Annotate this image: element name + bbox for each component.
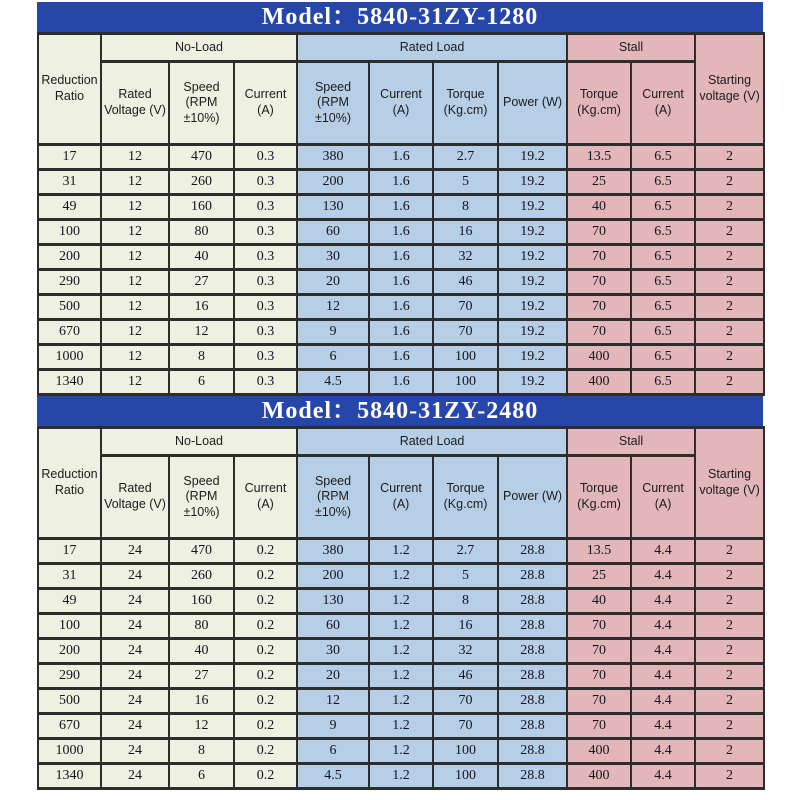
- cell: 27: [169, 270, 234, 295]
- cell: 1.2: [369, 714, 433, 739]
- header-stall-current: Current (A): [631, 456, 695, 539]
- header-reduction-ratio: Reduction Ratio: [38, 34, 101, 145]
- cell: 19.2: [498, 295, 567, 320]
- cell: 0.3: [234, 345, 297, 370]
- cell: 400: [567, 345, 631, 370]
- cell: 46: [433, 270, 498, 295]
- cell: 0.2: [234, 764, 297, 789]
- cell: 16: [169, 295, 234, 320]
- cell: 80: [169, 614, 234, 639]
- cell: 670: [38, 320, 101, 345]
- cell: 4.4: [631, 639, 695, 664]
- cell: 1.6: [369, 195, 433, 220]
- cell: 380: [297, 145, 369, 170]
- cell: 1.6: [369, 370, 433, 395]
- cell: 1340: [38, 370, 101, 395]
- table-row: [38, 664, 764, 689]
- header-noload-speed: Speed (RPM ±10%): [169, 456, 234, 539]
- cell: 0.2: [234, 664, 297, 689]
- cell: 30: [297, 639, 369, 664]
- header-rated-speed: Speed (RPM ±10%): [297, 62, 369, 145]
- table-row: [38, 195, 764, 220]
- cell: 70: [433, 295, 498, 320]
- group-header-stall: Stall: [567, 428, 695, 456]
- cell: 8: [433, 589, 498, 614]
- cell: 2: [695, 170, 764, 195]
- cell: 0.3: [234, 245, 297, 270]
- header-rated-torque: Torque (Kg.cm): [433, 62, 498, 145]
- cell: 24: [101, 739, 169, 764]
- table-row: [38, 245, 764, 270]
- cell: 28.8: [498, 589, 567, 614]
- cell: 0.3: [234, 170, 297, 195]
- cell: 8: [169, 345, 234, 370]
- cell: 290: [38, 664, 101, 689]
- cell: 12: [297, 295, 369, 320]
- cell: 1340: [38, 764, 101, 789]
- cell: 70: [567, 245, 631, 270]
- header-rated-current: Current (A): [369, 456, 433, 539]
- cell: 2: [695, 564, 764, 589]
- cell: 70: [567, 689, 631, 714]
- cell: 28.8: [498, 689, 567, 714]
- cell: 16: [433, 614, 498, 639]
- cell: 19.2: [498, 145, 567, 170]
- table-row: [38, 689, 764, 714]
- cell: 100: [433, 370, 498, 395]
- cell: 19.2: [498, 195, 567, 220]
- cell: 70: [567, 295, 631, 320]
- cell: 25: [567, 170, 631, 195]
- cell: 19.2: [498, 270, 567, 295]
- cell: 24: [101, 614, 169, 639]
- cell: 17: [38, 145, 101, 170]
- cell: 200: [297, 170, 369, 195]
- cell: 28.8: [498, 564, 567, 589]
- header-reduction-ratio: Reduction Ratio: [38, 428, 101, 539]
- header-starting-voltage: Starting voltage (V): [695, 428, 764, 539]
- model-title-bar: Model：5840-31ZY-2480: [37, 396, 763, 426]
- cell: 70: [433, 320, 498, 345]
- cell: 28.8: [498, 714, 567, 739]
- cell: 20: [297, 270, 369, 295]
- cell: 24: [101, 689, 169, 714]
- cell: 6.5: [631, 170, 695, 195]
- cell: 9: [297, 714, 369, 739]
- cell: 100: [38, 220, 101, 245]
- cell: 24: [101, 564, 169, 589]
- cell: 12: [297, 689, 369, 714]
- cell: 1.2: [369, 564, 433, 589]
- cell: 12: [101, 195, 169, 220]
- cell: 12: [101, 345, 169, 370]
- cell: 40: [567, 195, 631, 220]
- cell: 9: [297, 320, 369, 345]
- cell: 2: [695, 245, 764, 270]
- header-noload-speed: Speed (RPM ±10%): [169, 62, 234, 145]
- cell: 2: [695, 345, 764, 370]
- cell: 40: [169, 245, 234, 270]
- cell: 1.2: [369, 589, 433, 614]
- cell: 32: [433, 639, 498, 664]
- spec-table-2480: [37, 426, 765, 790]
- cell: 0.3: [234, 295, 297, 320]
- cell: 1000: [38, 345, 101, 370]
- cell: 130: [297, 589, 369, 614]
- cell: 31: [38, 170, 101, 195]
- cell: 1.6: [369, 270, 433, 295]
- table-row: [38, 714, 764, 739]
- cell: 1.6: [369, 145, 433, 170]
- cell: 32: [433, 245, 498, 270]
- cell: 28.8: [498, 539, 567, 564]
- cell: 6.5: [631, 370, 695, 395]
- table-row: [38, 370, 764, 395]
- cell: 160: [169, 589, 234, 614]
- cell: 500: [38, 295, 101, 320]
- cell: 17: [38, 539, 101, 564]
- cell: 0.2: [234, 689, 297, 714]
- cell: 30: [297, 245, 369, 270]
- cell: 1.6: [369, 220, 433, 245]
- group-header-rated-load: Rated Load: [297, 34, 567, 62]
- header-rated-voltage: Rated Voltage (V): [101, 62, 169, 145]
- cell: 12: [101, 245, 169, 270]
- cell: 0.2: [234, 614, 297, 639]
- cell: 0.3: [234, 220, 297, 245]
- spec-table-body: [38, 145, 764, 395]
- cell: 4.5: [297, 370, 369, 395]
- cell: 0.3: [234, 370, 297, 395]
- cell: 1.2: [369, 539, 433, 564]
- cell: 6.5: [631, 345, 695, 370]
- cell: 12: [101, 320, 169, 345]
- cell: 0.2: [234, 739, 297, 764]
- cell: 100: [433, 764, 498, 789]
- cell: 70: [567, 639, 631, 664]
- cell: 380: [297, 539, 369, 564]
- cell: 2: [695, 195, 764, 220]
- table-row: [38, 739, 764, 764]
- table-row: [38, 145, 764, 170]
- model-section-2480: [37, 396, 763, 790]
- cell: 5: [433, 564, 498, 589]
- cell: 1.2: [369, 614, 433, 639]
- header-stall-torque: Torque (Kg.cm): [567, 62, 631, 145]
- cell: 2: [695, 689, 764, 714]
- cell: 19.2: [498, 320, 567, 345]
- cell: 400: [567, 370, 631, 395]
- cell: 200: [297, 564, 369, 589]
- cell: 8: [433, 195, 498, 220]
- cell: 40: [567, 589, 631, 614]
- table-row: [38, 614, 764, 639]
- cell: 6: [297, 739, 369, 764]
- table-row: [38, 320, 764, 345]
- cell: 0.3: [234, 145, 297, 170]
- cell: 12: [101, 220, 169, 245]
- cell: 19.2: [498, 370, 567, 395]
- cell: 1.6: [369, 320, 433, 345]
- cell: 80: [169, 220, 234, 245]
- cell: 6.5: [631, 145, 695, 170]
- cell: 70: [567, 664, 631, 689]
- cell: 6.5: [631, 220, 695, 245]
- cell: 4.4: [631, 764, 695, 789]
- cell: 470: [169, 539, 234, 564]
- cell: 12: [101, 295, 169, 320]
- header-rated-power: Power (W): [498, 456, 567, 539]
- header-rated-current: Current (A): [369, 62, 433, 145]
- cell: 260: [169, 564, 234, 589]
- table-row: [38, 764, 764, 789]
- cell: 1.2: [369, 639, 433, 664]
- cell: 27: [169, 664, 234, 689]
- cell: 16: [433, 220, 498, 245]
- cell: 28.8: [498, 764, 567, 789]
- cell: 6: [169, 764, 234, 789]
- group-header-no-load: No-Load: [101, 34, 297, 62]
- cell: 13.5: [567, 539, 631, 564]
- header-stall-torque: Torque (Kg.cm): [567, 456, 631, 539]
- cell: 6.5: [631, 270, 695, 295]
- group-header-no-load: No-Load: [101, 428, 297, 456]
- table-row: [38, 589, 764, 614]
- cell: 12: [101, 270, 169, 295]
- header-rated-voltage: Rated Voltage (V): [101, 456, 169, 539]
- cell: 0.3: [234, 195, 297, 220]
- cell: 0.2: [234, 539, 297, 564]
- table-row: [38, 220, 764, 245]
- model-title-bar: Model：5840-31ZY-1280: [37, 2, 763, 32]
- cell: 6: [169, 370, 234, 395]
- cell: 400: [567, 764, 631, 789]
- cell: 13.5: [567, 145, 631, 170]
- cell: 19.2: [498, 245, 567, 270]
- group-header-stall: Stall: [567, 34, 695, 62]
- cell: 2: [695, 220, 764, 245]
- header-noload-current: Current (A): [234, 62, 297, 145]
- table-row: [38, 639, 764, 664]
- cell: 70: [567, 320, 631, 345]
- cell: 4.4: [631, 689, 695, 714]
- cell: 5: [433, 170, 498, 195]
- cell: 4.5: [297, 764, 369, 789]
- cell: 70: [567, 270, 631, 295]
- cell: 2: [695, 639, 764, 664]
- table-row: [38, 345, 764, 370]
- cell: 0.2: [234, 589, 297, 614]
- header-rated-power: Power (W): [498, 62, 567, 145]
- cell: 1.6: [369, 295, 433, 320]
- cell: 2: [695, 145, 764, 170]
- cell: 24: [101, 664, 169, 689]
- cell: 200: [38, 639, 101, 664]
- cell: 70: [567, 614, 631, 639]
- cell: 2: [695, 270, 764, 295]
- cell: 70: [567, 714, 631, 739]
- cell: 4.4: [631, 664, 695, 689]
- cell: 2: [695, 614, 764, 639]
- cell: 6.5: [631, 320, 695, 345]
- cell: 0.2: [234, 639, 297, 664]
- table-row: [38, 539, 764, 564]
- header-rated-torque: Torque (Kg.cm): [433, 456, 498, 539]
- cell: 46: [433, 664, 498, 689]
- header-starting-voltage: Starting voltage (V): [695, 34, 764, 145]
- cell: 12: [169, 714, 234, 739]
- cell: 400: [567, 739, 631, 764]
- cell: 1000: [38, 739, 101, 764]
- cell: 1.2: [369, 739, 433, 764]
- cell: 1.2: [369, 664, 433, 689]
- cell: 2.7: [433, 539, 498, 564]
- cell: 70: [433, 714, 498, 739]
- header-stall-current: Current (A): [631, 62, 695, 145]
- cell: 12: [101, 370, 169, 395]
- cell: 70: [433, 689, 498, 714]
- cell: 4.4: [631, 539, 695, 564]
- cell: 40: [169, 639, 234, 664]
- cell: 2: [695, 370, 764, 395]
- cell: 2: [695, 714, 764, 739]
- table-row: [38, 295, 764, 320]
- cell: 0.3: [234, 320, 297, 345]
- cell: 24: [101, 764, 169, 789]
- cell: 2: [695, 739, 764, 764]
- cell: 2: [695, 320, 764, 345]
- cell: 0.3: [234, 270, 297, 295]
- cell: 28.8: [498, 639, 567, 664]
- cell: 2: [695, 539, 764, 564]
- cell: 19.2: [498, 345, 567, 370]
- cell: 24: [101, 589, 169, 614]
- cell: 160: [169, 195, 234, 220]
- cell: 100: [38, 614, 101, 639]
- table-row: [38, 170, 764, 195]
- cell: 19.2: [498, 170, 567, 195]
- cell: 12: [169, 320, 234, 345]
- spec-table-body: [38, 539, 764, 789]
- cell: 28.8: [498, 739, 567, 764]
- cell: 28.8: [498, 664, 567, 689]
- model-section-1280: [37, 2, 763, 396]
- cell: 2: [695, 295, 764, 320]
- cell: 2: [695, 764, 764, 789]
- cell: 2.7: [433, 145, 498, 170]
- header-noload-current: Current (A): [234, 456, 297, 539]
- cell: 70: [567, 220, 631, 245]
- table-row: [38, 270, 764, 295]
- cell: 12: [101, 170, 169, 195]
- cell: 1.2: [369, 764, 433, 789]
- cell: 24: [101, 539, 169, 564]
- cell: 1.6: [369, 345, 433, 370]
- group-header-rated-load: Rated Load: [297, 428, 567, 456]
- cell: 500: [38, 689, 101, 714]
- cell: 6.5: [631, 295, 695, 320]
- cell: 20: [297, 664, 369, 689]
- cell: 19.2: [498, 220, 567, 245]
- cell: 4.4: [631, 739, 695, 764]
- spec-table-1280: [37, 32, 765, 396]
- cell: 4.4: [631, 589, 695, 614]
- cell: 49: [38, 195, 101, 220]
- cell: 260: [169, 170, 234, 195]
- spec-sheet: [37, 2, 763, 790]
- cell: 4.4: [631, 714, 695, 739]
- cell: 12: [101, 145, 169, 170]
- cell: 290: [38, 270, 101, 295]
- cell: 470: [169, 145, 234, 170]
- cell: 0.2: [234, 714, 297, 739]
- cell: 1.2: [369, 689, 433, 714]
- cell: 24: [101, 639, 169, 664]
- cell: 4.4: [631, 614, 695, 639]
- cell: 6.5: [631, 245, 695, 270]
- cell: 6: [297, 345, 369, 370]
- cell: 28.8: [498, 614, 567, 639]
- cell: 8: [169, 739, 234, 764]
- cell: 6.5: [631, 195, 695, 220]
- cell: 100: [433, 739, 498, 764]
- cell: 1.6: [369, 170, 433, 195]
- cell: 1.6: [369, 245, 433, 270]
- cell: 60: [297, 614, 369, 639]
- cell: 25: [567, 564, 631, 589]
- cell: 2: [695, 589, 764, 614]
- cell: 49: [38, 589, 101, 614]
- cell: 670: [38, 714, 101, 739]
- cell: 200: [38, 245, 101, 270]
- cell: 130: [297, 195, 369, 220]
- cell: 4.4: [631, 564, 695, 589]
- cell: 2: [695, 664, 764, 689]
- cell: 16: [169, 689, 234, 714]
- cell: 24: [101, 714, 169, 739]
- cell: 31: [38, 564, 101, 589]
- table-row: [38, 564, 764, 589]
- header-rated-speed: Speed (RPM ±10%): [297, 456, 369, 539]
- cell: 60: [297, 220, 369, 245]
- cell: 0.2: [234, 564, 297, 589]
- cell: 100: [433, 345, 498, 370]
